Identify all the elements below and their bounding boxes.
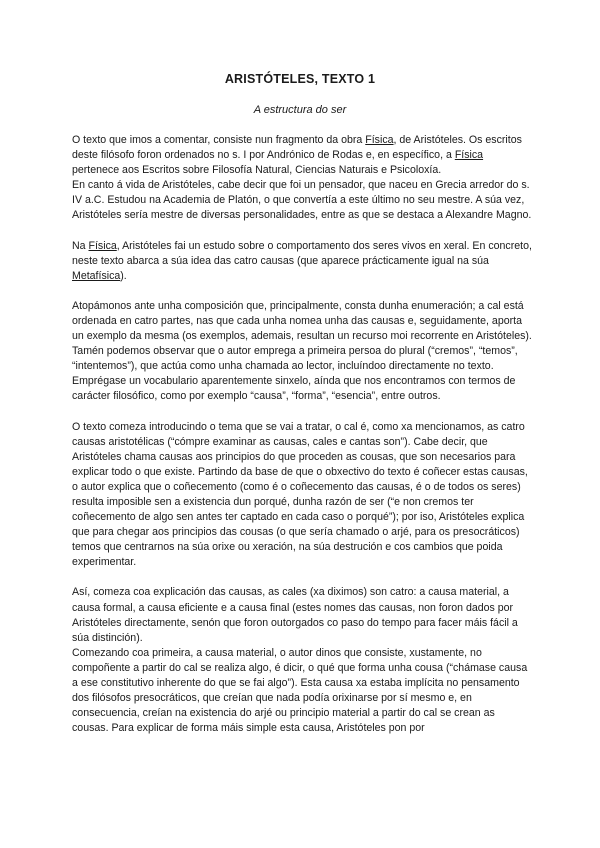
paragraph-context: Na Física, Aristóteles fai un estudo sobre o comportamento dos seres vivos en xeral. En concreto, neste texto abarca a súa idea das catro causas (que aparece prácticamente igual na súa Metafísica). (72, 239, 532, 282)
paragraph-four-causes: Así, comeza coa explicación das causas, as cales (xa diximos) son catro: a causa material, a causa formal, a causa eficiente e a causa final (estes nomes das causas, non foron dados por Aristóteles directamente, senón que foron outorgados co paso do tempo para facer máis fácil a súa distinción). (72, 586, 518, 644)
book-title-fisica: Física (454, 149, 484, 162)
book-title-fisica: Física (88, 239, 117, 252)
document-subtitle: A estructura do ser (253, 104, 347, 116)
book-title-fisica: Física (365, 134, 394, 146)
paragraph-intro: O texto que imos a comentar, consiste nun fragmento da obra Física, de Aristóteles. Os escritos deste filósofo foron ordenados no s. I por Andrónico de Rodas e, en específico, a Física pertenece aos Escritos sobre Filosofía Natural, Ciencias Naturais e Psicoloxía. (72, 134, 522, 177)
paragraph-material-cause: Comezando coa primeira, a causa material, o autor dinos que consiste, xustamente, no compoñente a partir do cal se realiza algo, é dicir, o qué que forma unha cousa (“chámase causa a ese constitutivo inherente do que se fai algo”). Esta causa xa estaba implícita no pensamento dos filósofos presocráticos, que creían que nada podía orixinarse por sí mesmo e, en consecuencia, creían na existencia do arjé ou principio material a partir do cal se crean as cousas. Para explicar de forma máis simple esta causa, Aristóteles pon por (72, 646, 528, 735)
book-title-metafisica: Metafísica (72, 269, 121, 282)
paragraph-theme: O texto comeza introducindo o tema que se vai a tratar, o cal é, como xa mencionamos, as catro causas aristotélicas (“cómpre examinar as causas, cales e cantas son”). Cabe decir, que Aristóteles chama causas aos principios do que proceden as cousas, que son necesarios para explicar todo o que existe. Partindo da base de que o obxectivo do texto é coñecer estas causas, o autor explica que o coñecemento (como é o coñecemento das causas, é o de todos os seres) resulta imposible sen a existencia dun porqué, dunha razón de ser (“e non cremos ter coñecemento de algo sen antes ter captado en cada caso o porqué”); por iso, Aristóteles explica que para chegar aos principios das cousas (o que sería chamado o arjé, para os presocráticos) temos que centrarnos na súa orixe ou xeración, na súa destrución e cos cambios que poida experimentar. (72, 420, 528, 569)
paragraph-biography: En canto á vida de Aristóteles, cabe decir que foi un pensador, que naceu en Grecia arredor do s. IV a.C. Estudou na Academia de Platón, o que convertía a este último no seu mestre. A súa vez, Aristóteles sería mestre de diversas personalidades, entre as que se destaca a Alexandre Magno. (72, 179, 532, 222)
paragraph-structure: Atopámonos ante unha composición que, principalmente, consta dunha enumeración; a cal está ordenada en catro partes, nas que cada unha nomea unha das causas e, seguidamente, aporta un exemplo da mesma (os exemplos, ademais, resultan un recurso moi recorrente en Aristóteles). Tamén podemos observar que o autor emprega a primeira persoa do plural (“cremos”, “temos”, “intentemos”), que actúa como unha chamada ao lector, incluíndoo directamente no texto. Emprégase un vocabulario aparentemente sinxelo, aínda que nos encontramos con termos de carácter filosófico, como por exemplo “causa”, “forma”, “esencia”, entre outros. (72, 299, 532, 403)
document-body (72, 133, 532, 736)
document-title: ARISTÓTELES, TEXTO 1 (224, 72, 376, 86)
